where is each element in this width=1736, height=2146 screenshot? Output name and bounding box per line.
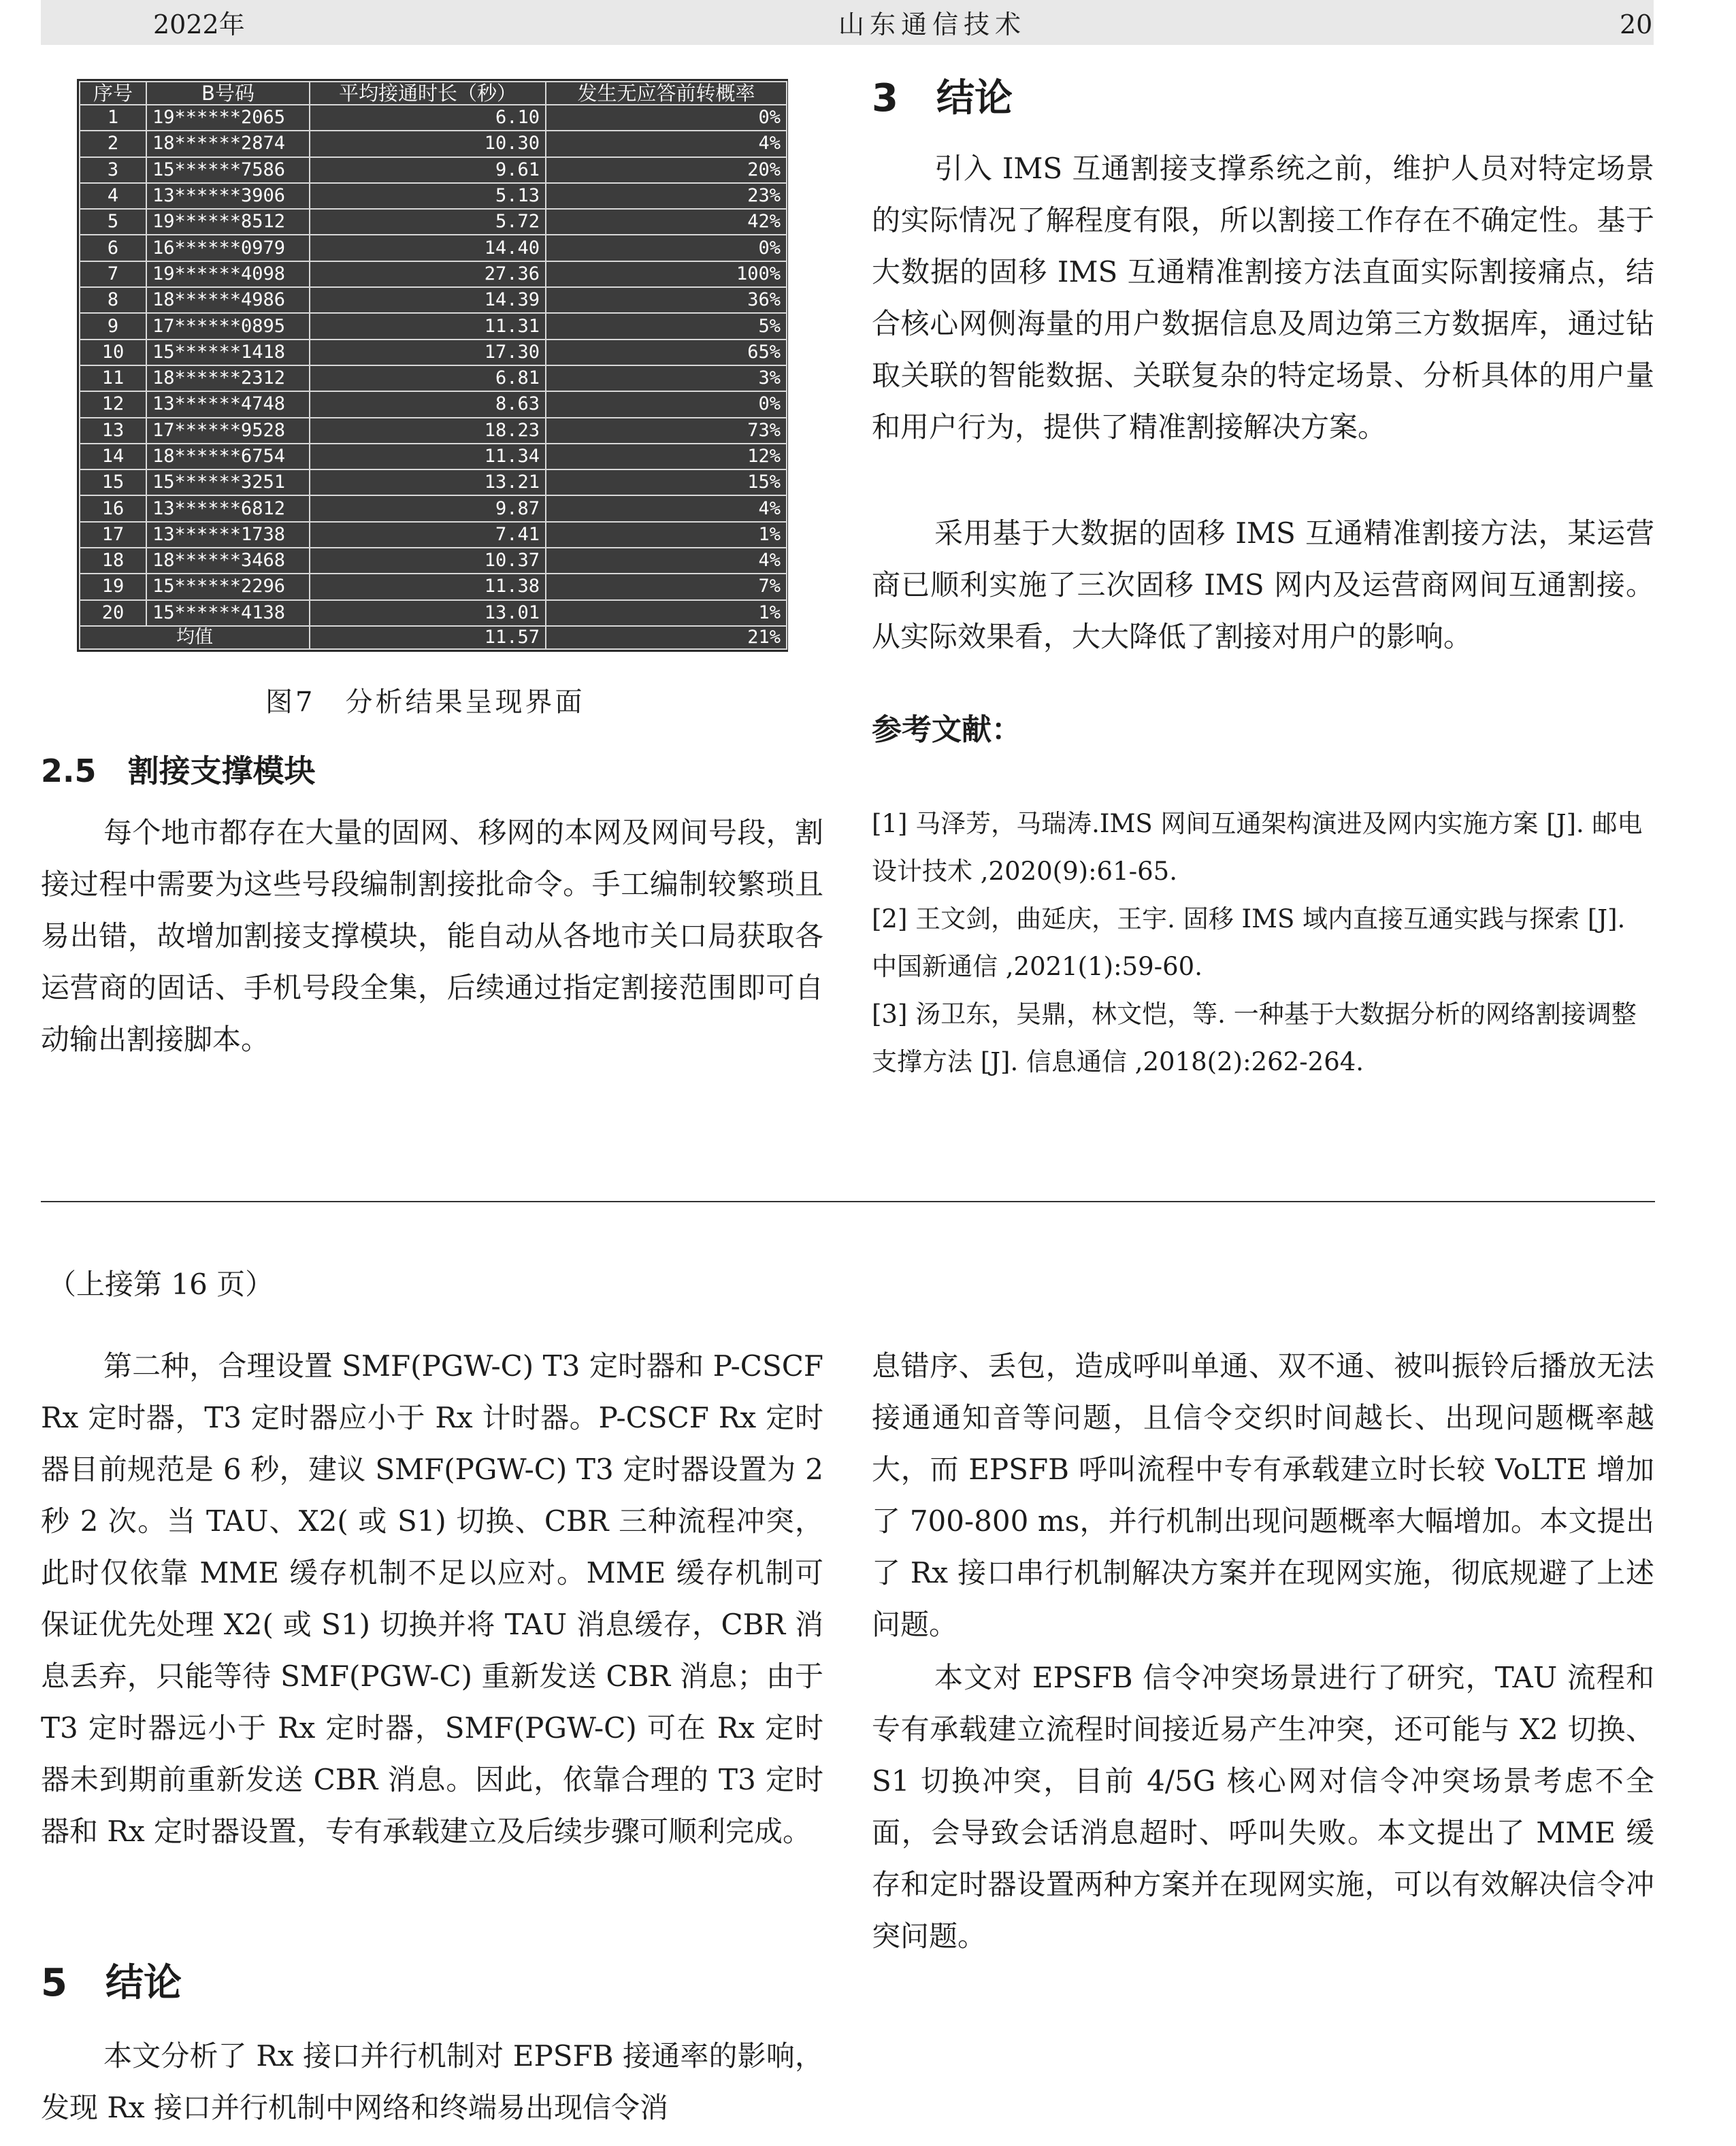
section-3-paragraph-1: 引入 IMS 互通割接支撑系统之前，维护人员对特定场景的实际情况了解程度有限，所以割接工作存在不确定性。基于大数据的固移 IMS 互通精准割接方法直面实际割接痛点，结合核心网侧海量的用户数据信息及周边第三方数据库，通过钻取关联的智能数据、关联复杂的特定场景、分析具体的用户量和用户行为，提供了精准割接解决方案。: [872, 152, 1654, 444]
row-index: 15: [80, 469, 146, 495]
row-index: 2: [80, 131, 146, 156]
row-index: 14: [80, 444, 146, 469]
row-index: 17: [80, 522, 146, 548]
references-heading: 参考文献：: [872, 712, 1021, 747]
table-header-row: [80, 82, 787, 105]
row-index: 7: [80, 261, 146, 287]
row-forward-prob: 5%: [546, 313, 787, 339]
table-average-row: [80, 626, 787, 649]
table-row: [80, 157, 787, 183]
table-body: [80, 105, 787, 626]
row-index: 20: [80, 600, 146, 626]
section-3-heading: 3 结论: [872, 76, 1013, 120]
section-2-5-heading: 2.5 割接支撑模块: [41, 753, 316, 789]
average-label: 均值: [80, 626, 310, 649]
section-2-5-paragraph: 每个地市都存在大量的固网、移网的本网及网间号段，割接过程中需要为这些号段编制割接批命令。手工编制较繁琐且易出错，故增加割接支撑模块，能自动从各地市关口局获取各运营商的固话、手机号段全集，后续通过指定割接范围即可自动输出割接脚本。: [41, 816, 823, 1056]
row-index: 18: [80, 548, 146, 574]
row-b-number: 15******1418: [146, 340, 310, 365]
row-avg-duration: 17.30: [310, 340, 546, 365]
col-header-forward-prob: 发生无应答前转概率: [546, 82, 787, 105]
reference-2: [2] 王文剑，曲延庆，王宇. 固移 IMS 域内直接互通实践与探索 [J]. 中国新通信 ,2021(1):59-60.: [872, 904, 1626, 981]
row-index: 1: [80, 105, 146, 131]
row-forward-prob: 36%: [546, 287, 787, 313]
table-row: [80, 444, 787, 469]
reference-3: [3] 汤卫东，吴鼎，林文恺，等. 一种基于大数据分析的网络割接调整支撑方法 [J]. 信息通信 ,2018(2):262-264.: [872, 1000, 1637, 1076]
row-b-number: 18******2874: [146, 131, 310, 156]
row-avg-duration: 27.36: [310, 261, 546, 287]
table-row: [80, 600, 787, 626]
row-index: 8: [80, 287, 146, 313]
row-forward-prob: 1%: [546, 522, 787, 548]
row-forward-prob: 0%: [546, 391, 787, 417]
row-forward-prob: 73%: [546, 418, 787, 444]
row-avg-duration: 10.30: [310, 131, 546, 156]
row-avg-duration: 7.41: [310, 522, 546, 548]
row-b-number: 18******6754: [146, 444, 310, 469]
table-row: [80, 418, 787, 444]
row-b-number: 13******4748: [146, 391, 310, 417]
row-forward-prob: 3%: [546, 365, 787, 391]
table-row: [80, 261, 787, 287]
table-row: [80, 548, 787, 574]
row-avg-duration: 8.63: [310, 391, 546, 417]
row-forward-prob: 12%: [546, 444, 787, 469]
table-row: [80, 105, 787, 131]
table-row: [80, 287, 787, 313]
row-b-number: 13******1738: [146, 522, 310, 548]
row-forward-prob: 15%: [546, 469, 787, 495]
row-b-number: 13******6812: [146, 495, 310, 521]
header-journal: 山东通信技术: [838, 10, 1026, 39]
table-row: [80, 365, 787, 391]
row-forward-prob: 4%: [546, 131, 787, 156]
average-probability: 21%: [546, 626, 787, 649]
row-b-number: 15******4138: [146, 600, 310, 626]
col-header-avg-duration: 平均接通时长（秒）: [310, 82, 546, 105]
row-avg-duration: 6.10: [310, 105, 546, 131]
continued-from-label: （上接第 16 页）: [48, 1268, 274, 1301]
row-avg-duration: 11.38: [310, 574, 546, 599]
row-b-number: 18******2312: [146, 365, 310, 391]
row-index: 11: [80, 365, 146, 391]
row-b-number: 17******9528: [146, 418, 310, 444]
row-forward-prob: 65%: [546, 340, 787, 365]
table-row: [80, 340, 787, 365]
row-forward-prob: 20%: [546, 157, 787, 183]
table-row: [80, 469, 787, 495]
continued-left-paragraph: 第二种，合理设置 SMF(PGW-C) T3 定时器和 P-CSCF Rx 定时器，T3 定时器应小于 Rx 计时器。P-CSCF Rx 定时器目前规范是 6 秒，建议 SMF(PGW-C) T3 定时器设置为 2 秒 2 次。当 TAU、X2( 或 S1) 切换、CBR 三种流程冲突，此时仅依靠 MME 缓存机制不足以应对。MME 缓存机制可保证优先处理 X2( 或 S1) 切换并将 TAU 消息缓存，CBR 消息丢弃，只能等待 SMF(PGW-C) 重新发送 CBR 消息；由于 T3 定时器远小于 Rx 定时器，SMF(PGW-C) 可在 Rx 定时器未到期前重新发送 CBR 消息。因此，依靠合理的 T3 定时器和 Rx 定时器设置，专有承载建立及后续步骤可顺利完成。: [41, 1349, 823, 1848]
row-index: 19: [80, 574, 146, 599]
row-b-number: 17******0895: [146, 313, 310, 339]
row-index: 12: [80, 391, 146, 417]
row-index: 13: [80, 418, 146, 444]
row-avg-duration: 11.34: [310, 444, 546, 469]
average-duration: 11.57: [310, 626, 546, 649]
row-b-number: 15******2296: [146, 574, 310, 599]
row-b-number: 19******2065: [146, 105, 310, 131]
row-avg-duration: 14.39: [310, 287, 546, 313]
section-3-paragraph-2: 采用基于大数据的固移 IMS 互通精准割接方法，某运营商已顺利实施了三次固移 IMS 网内及运营商网间互通割接。从实际效果看，大大降低了割接对用户的影响。: [872, 516, 1654, 653]
row-forward-prob: 0%: [546, 105, 787, 131]
row-b-number: 16******0979: [146, 235, 310, 261]
continued-right-paragraph-1: 息错序、丢包，造成呼叫单通、双不通、被叫振铃后播放无法接通通知音等问题，且信令交织时间越长、出现问题概率越大，而 EPSFB 呼叫流程中专有承载建立时长较 VoLTE 增加了 700-800 ms，并行机制出现问题概率大幅增加。本文提出了 Rx 接口串行机制解决方案并在现网实施，彻底规避了上述问题。: [872, 1349, 1654, 1641]
table-row: [80, 313, 787, 339]
row-avg-duration: 18.23: [310, 418, 546, 444]
header-page-number: 20: [1620, 10, 1653, 39]
col-header-index: 序号: [80, 82, 146, 105]
row-avg-duration: 5.13: [310, 183, 546, 209]
col-header-b-number: B号码: [146, 82, 310, 105]
row-avg-duration: 6.81: [310, 365, 546, 391]
row-forward-prob: 7%: [546, 574, 787, 599]
row-forward-prob: 23%: [546, 183, 787, 209]
row-forward-prob: 1%: [546, 600, 787, 626]
reference-1: [1] 马泽芳，马瑞涛.IMS 网间互通架构演进及网内实施方案 [J]. 邮电设计技术 ,2020(9):61-65.: [872, 809, 1643, 886]
page-header: [41, 0, 1654, 45]
row-forward-prob: 100%: [546, 261, 787, 287]
row-b-number: 15******3251: [146, 469, 310, 495]
row-index: 3: [80, 157, 146, 183]
row-index: 9: [80, 313, 146, 339]
row-avg-duration: 9.61: [310, 157, 546, 183]
row-avg-duration: 14.40: [310, 235, 546, 261]
row-avg-duration: 5.72: [310, 209, 546, 235]
table-row: [80, 131, 787, 156]
row-b-number: 18******4986: [146, 287, 310, 313]
row-forward-prob: 4%: [546, 495, 787, 521]
row-b-number: 19******8512: [146, 209, 310, 235]
continued-right-paragraph-2: 本文对 EPSFB 信令冲突场景进行了研究，TAU 流程和专有承载建立流程时间接近易产生冲突，还可能与 X2 切换、S1 切换冲突，目前 4/5G 核心网对信令冲突场景考虑不全面，会导致会话消息超时、呼叫失败。本文提出了 MME 缓存和定时器设置两种方案并在现网实施，可以有效解决信令冲突问题。: [872, 1661, 1654, 1953]
row-index: 16: [80, 495, 146, 521]
section-5-heading: 5 结论: [41, 1961, 182, 2005]
row-index: 4: [80, 183, 146, 209]
row-b-number: 15******7586: [146, 157, 310, 183]
row-avg-duration: 11.31: [310, 313, 546, 339]
table-row: [80, 574, 787, 599]
row-index: 6: [80, 235, 146, 261]
table-row: [80, 209, 787, 235]
row-b-number: 19******4098: [146, 261, 310, 287]
row-index: 10: [80, 340, 146, 365]
row-b-number: 18******3468: [146, 548, 310, 574]
figure7-table: [77, 79, 788, 652]
header-year: 2022年: [153, 10, 245, 39]
row-forward-prob: 0%: [546, 235, 787, 261]
table-row: [80, 183, 787, 209]
row-forward-prob: 42%: [546, 209, 787, 235]
table-row: [80, 391, 787, 417]
table-row: [80, 522, 787, 548]
table-row: [80, 495, 787, 521]
row-avg-duration: 13.01: [310, 600, 546, 626]
row-index: 5: [80, 209, 146, 235]
row-avg-duration: 10.37: [310, 548, 546, 574]
table-row: [80, 235, 787, 261]
row-avg-duration: 9.87: [310, 495, 546, 521]
row-b-number: 13******3906: [146, 183, 310, 209]
section-divider-rule: [41, 1201, 1655, 1202]
section-5-paragraph: 本文分析了 Rx 接口并行机制对 EPSFB 接通率的影响，发现 Rx 接口并行机制中网络和终端易出现信令消: [41, 2039, 823, 2124]
row-forward-prob: 4%: [546, 548, 787, 574]
row-avg-duration: 13.21: [310, 469, 546, 495]
figure7-caption: 图7 分析结果呈现界面: [265, 687, 585, 718]
